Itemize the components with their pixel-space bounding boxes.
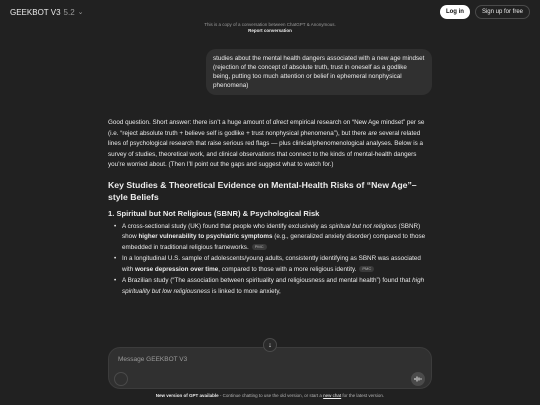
subsection-heading: 1. Spiritual but Not Religious (SBNR) & Psychological Risk [108, 208, 320, 218]
shared-conversation-notice [0, 22, 540, 34]
list-item: • A Brazilian study (“The association between spirituality and religiousness and mental health”) found that high spirituality but low religiousness is linked to more anxiety, [114, 276, 432, 297]
voice-icon[interactable] [411, 372, 425, 386]
footer-notice: New version of GPT available - Continue chatting to use the old version, or start a new chat for the latest version. [155, 393, 385, 398]
report-conversation-link[interactable]: Report conversation [248, 28, 292, 33]
new-chat-link[interactable]: new chat [323, 393, 342, 398]
top-bar [0, 0, 540, 24]
evidence-list [108, 222, 432, 298]
signup-button[interactable]: Sign up for free [475, 5, 530, 19]
model-version: 5.2 [63, 7, 75, 17]
circle-icon[interactable] [114, 372, 128, 386]
voice-waveform-icon [414, 375, 422, 383]
footer-bold: New version of GPT available [155, 393, 219, 398]
message-input[interactable] [118, 355, 398, 364]
assistant-message [108, 118, 432, 298]
auth-buttons [440, 5, 530, 19]
list-item: • In a longitudinal U.S. sample of adolescents/young adults, consistently identifying as SBNR was associated with worse depression over time, compared to those with a more religious identity. PMC [114, 254, 432, 275]
section-heading: Key Studies & Theoretical Evidence on Mental-Health Risks of “New Age”–style Beliefs [108, 179, 417, 202]
answer-intro: Good question. Short answer: there isn’t a huge amount of direct empirical research on “New Age mindset” per se (i.e. “reject absolute truth + believe self is godlike + trust nonphysical phenomena”), but there are several related lines of psychological research that raise serious red flags — plus clinical/phenomenological analyses. Below is a survey of studies, theoretical work, and clinical observations that connect to the kinds of mental-health dangers you’re worried about. (Then I’ll point out the gaps and suggest what to watch for.) [108, 119, 425, 168]
login-button[interactable]: Log in [440, 5, 470, 19]
citation-badge[interactable]: PMC [252, 244, 267, 250]
copy-notice-text: This is a copy of a conversation between ChatGPT & Anonymous. [204, 22, 336, 27]
user-message: studies about the mental health dangers associated with a new age mindset (rejection of the concept of absolute truth, trust in oneself as a godlike being, putting too much attention or belief in ephemeral nonphysical phenomena) [206, 49, 432, 95]
message-composer [108, 347, 432, 389]
model-selector[interactable] [10, 8, 84, 17]
list-item: • A cross-sectional study (UK) found that people who identify exclusively as spiritual but not religious (SBNR) show higher vulnerability to psychiatric symptoms (e.g., generalized anxiety disorder) compared to those embedded in traditional religious frameworks. PMC [114, 222, 432, 254]
app-name: GEEKBOT V3 [10, 7, 61, 17]
arrow-down-icon[interactable]: ↓ [263, 338, 277, 352]
citation-badge[interactable]: PMC [359, 266, 374, 272]
chevron-down-icon: ⌄ [77, 9, 84, 16]
